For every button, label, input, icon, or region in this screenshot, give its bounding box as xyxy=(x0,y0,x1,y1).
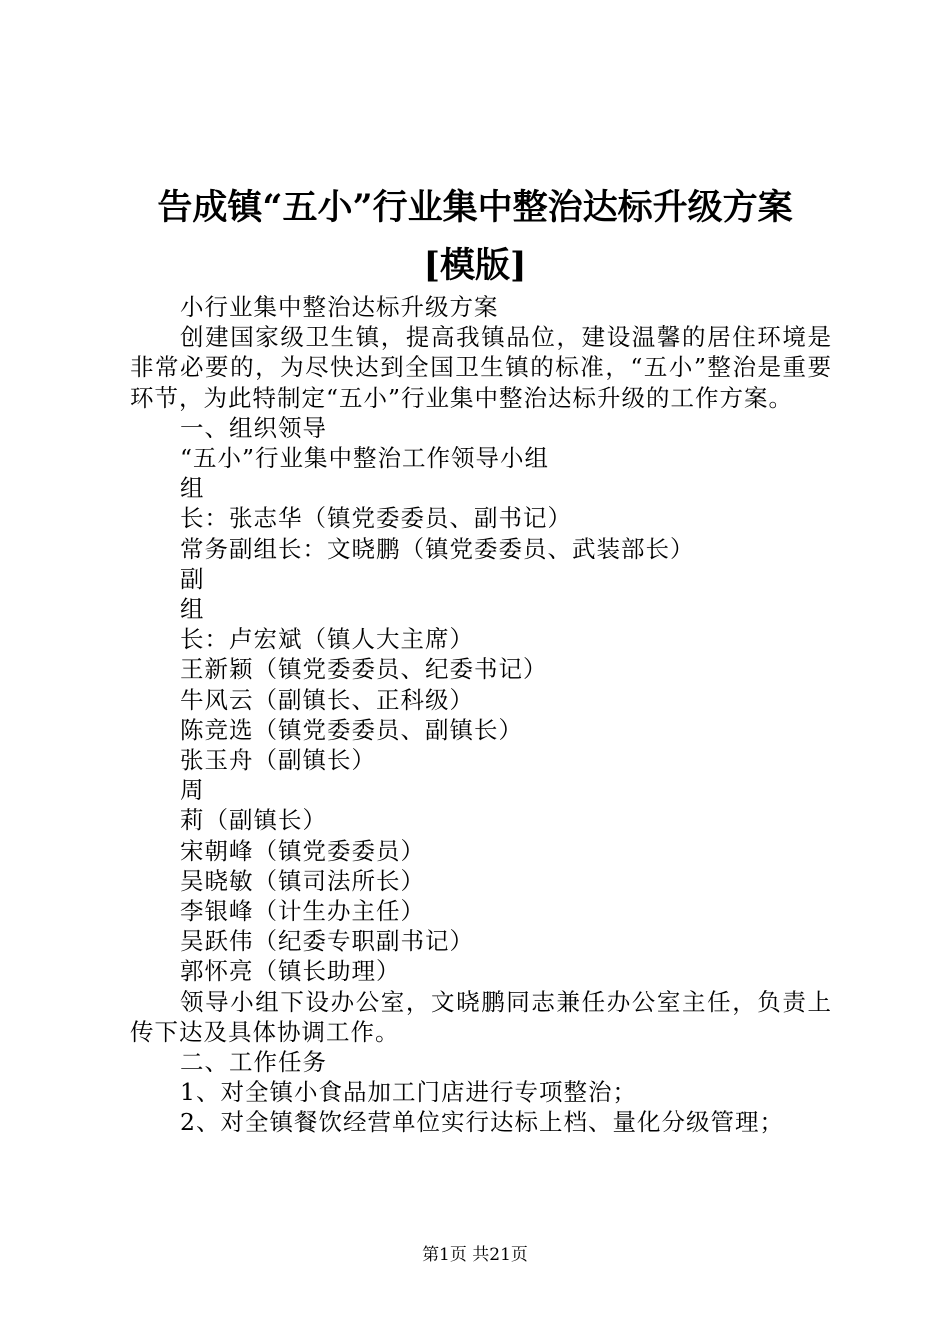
list-item: 副 xyxy=(180,564,205,593)
document-title-suffix: [模版] xyxy=(423,245,527,286)
document-body xyxy=(130,292,832,1138)
task-item: 1、对全镇小食品加工门店进行专项整治； xyxy=(180,1078,637,1107)
paragraph-office: 领导小组下设办公室，文晓鹏同志兼任办公室主任，负责上传下达及具体协调工作。 xyxy=(130,987,832,1046)
section-heading-organization: 一、组织领导 xyxy=(180,413,327,442)
list-item: 李银峰（计生办主任） xyxy=(180,897,425,926)
section-heading-tasks: 二、工作任务 xyxy=(180,1048,327,1077)
list-item: 宋朝峰（镇党委委员） xyxy=(180,836,425,865)
task-item: 2、对全镇餐饮经营单位实行达标上档、量化分级管理； xyxy=(180,1108,784,1137)
page-number: 第1页 共21页 xyxy=(422,1245,528,1265)
list-item: 张玉舟（副镇长） xyxy=(180,746,376,775)
list-item: 郭怀亮（镇长助理） xyxy=(180,957,401,986)
list-item: 牛风云（副镇长、正科级） xyxy=(180,685,474,714)
list-item: 组 xyxy=(180,474,205,503)
document-title: 告成镇“五小”行业集中整治达标升级方案 xyxy=(157,187,793,228)
list-item: 陈竞选（镇党委委员、副镇长） xyxy=(180,715,523,744)
list-item: 吴晓敏（镇司法所长） xyxy=(180,866,425,895)
paragraph-leading-group: “五小”行业集中整治工作领导小组 xyxy=(180,444,550,473)
list-item: 莉（副镇长） xyxy=(180,806,327,835)
list-item: 周 xyxy=(180,776,205,805)
list-item: 王新颖（镇党委委员、纪委书记） xyxy=(180,655,548,684)
list-item: 吴跃伟（纪委专职副书记） xyxy=(180,927,474,956)
list-item: 长：卢宏斌（镇人大主席） xyxy=(180,625,474,654)
list-item: 长：张志华（镇党委委员、副书记） xyxy=(180,504,572,533)
list-item: 常务副组长：文晓鹏（镇党委委员、武装部长） xyxy=(180,534,695,563)
paragraph-intro: 创建国家级卫生镇，提高我镇品位，建设温馨的居住环境是非常必要的，为尽快达到全国卫生镇的标准，“五小”整治是重要环节，为此特制定“五小”行业集中整治达标升级的工作方案。 xyxy=(130,323,832,412)
list-item: 组 xyxy=(180,595,205,624)
paragraph-subtitle: 小行业集中整治达标升级方案 xyxy=(180,293,499,321)
